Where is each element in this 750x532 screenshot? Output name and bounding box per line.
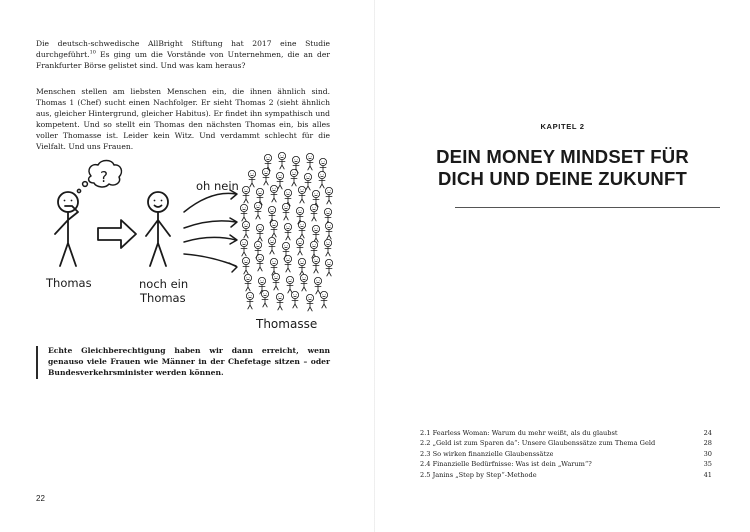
label-noch-ein: noch ein bbox=[139, 277, 189, 291]
thomas-figure bbox=[55, 192, 78, 266]
chapter-label: KAPITEL 2 bbox=[540, 122, 585, 131]
intro-text-a: Die deutsch-schwedische AllBright Stiftung hat 2017 eine Studie durchgeführt. bbox=[36, 39, 330, 59]
page-number: 22 bbox=[36, 494, 45, 503]
toc-entry-page: 35 bbox=[703, 460, 712, 469]
right-page bbox=[375, 0, 750, 532]
toc-entry-page: 41 bbox=[703, 470, 712, 479]
arrow-right-icon bbox=[98, 220, 136, 248]
label-oh-nein: oh nein bbox=[196, 179, 239, 193]
question-mark: ? bbox=[100, 168, 108, 186]
thought-bubble-icon bbox=[77, 161, 121, 193]
thomas-paragraph: Menschen stellen am liebsten Menschen ein, die ihnen ähnlich sind. Thomas 1 (Chef) sucht einen Nachfolger. Er sieht Thomas 2 (sieht ähnlich aus, gleicher Hintergrund, gleicher Habitus). Er findet ihn sympathisch und kompetent. Und so stellt ein Thomas den nächsten Thomas ein, bis alles voller Thomasse ist. Leider kein Witz. Und verdammt schlecht für die Vielfalt. Und uns Frauen. bbox=[36, 87, 330, 151]
chapter-title-line2: DICH UND DEINE ZUKUNFT bbox=[437, 168, 687, 189]
toc-entry-title: 2.3 So wirken finanzielle Glaubenssätze bbox=[420, 449, 554, 458]
toc-entry-page: 24 bbox=[703, 429, 712, 437]
label-noch-ein-thomas: Thomas bbox=[140, 291, 186, 305]
thomas-illustration bbox=[36, 150, 336, 336]
toc-entry-title: 2.2 „Geld ist zum Sparen da“: Unsere Glaubenssätze zum Thema Geld bbox=[420, 439, 656, 448]
footnote-reference[interactable]: 10 bbox=[89, 49, 96, 56]
chapter-title-line1: DEIN MONEY MINDSET FÜR bbox=[436, 146, 689, 167]
curved-arrows-icon bbox=[184, 190, 237, 272]
intro-text-b: Es ging um die Vorstände von Unternehmen, die an der Frankfurter Börse gelistet sind. Und was kam heraus? bbox=[36, 49, 330, 70]
toc-entry[interactable] bbox=[420, 449, 712, 459]
toc-entry-title: 2.1 Fearless Woman: Warum du mehr weißt, als du glaubst bbox=[420, 429, 618, 437]
toc-entry-title: 2.4 Finanzielle Bedürfnisse: Was ist dein „Warum“? bbox=[420, 460, 592, 469]
toc-entry[interactable] bbox=[420, 459, 712, 469]
title-divider bbox=[455, 207, 720, 208]
toc-entry[interactable] bbox=[420, 438, 712, 448]
label-thomasse: Thomasse bbox=[256, 317, 318, 331]
toc-entry-title: 2.5 Janins „Step by Step“-Methode bbox=[420, 470, 537, 479]
table-of-contents bbox=[420, 428, 712, 480]
pull-quote: Echte Gleichberechtigung haben wir dann erreicht, wenn genauso viele Frauen wie Männer in der Chefetage sitzen – oder Bundesverkehrsminister werden können. bbox=[36, 346, 330, 379]
toc-entry-page: 30 bbox=[703, 449, 712, 458]
toc-entry[interactable] bbox=[420, 470, 712, 480]
second-thomas-figure bbox=[146, 192, 170, 266]
chapter-title bbox=[375, 146, 750, 190]
toc-entry-page: 28 bbox=[703, 439, 712, 448]
intro-paragraph bbox=[36, 39, 330, 72]
thomas-crowd bbox=[240, 152, 332, 311]
label-thomas: Thomas bbox=[46, 276, 92, 290]
toc-entry[interactable] bbox=[420, 428, 712, 438]
